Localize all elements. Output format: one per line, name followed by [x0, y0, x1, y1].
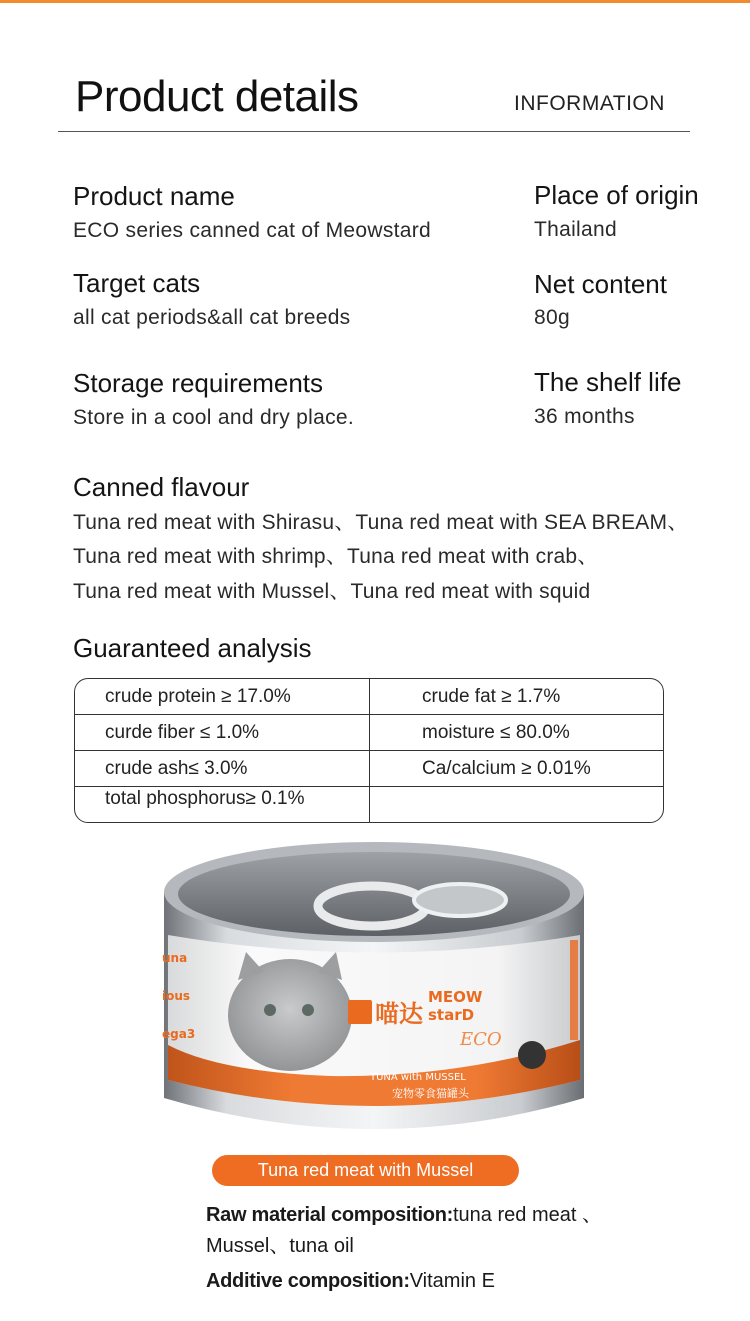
analysis-table	[74, 678, 664, 823]
storage-value: Store in a cool and dry place.	[73, 406, 354, 429]
place-of-origin-label: Place of origin	[534, 180, 699, 210]
analysis-cell: crude ash≤ 3.0%	[75, 751, 369, 787]
can-variant: TUNA with MUSSEL	[370, 1072, 466, 1083]
can-side-text: ious	[162, 989, 191, 1003]
product-name-value: ECO series canned cat of Meowstard	[73, 219, 432, 242]
analysis-cell: crude fat ≥ 1.7%	[369, 679, 663, 715]
can-side-text: ega3	[162, 1027, 196, 1041]
analysis-cell: curde fiber ≤ 1.0%	[75, 715, 369, 751]
flavour-label: Canned flavour	[73, 472, 250, 502]
net-content-label: Net content	[534, 269, 667, 299]
shelf-life-label: The shelf life	[534, 367, 682, 397]
place-of-origin-value: Thailand	[534, 218, 617, 241]
storage-label: Storage requirements	[73, 368, 324, 398]
analysis-cell: crude protein ≥ 17.0%	[75, 679, 369, 715]
flavour-line: Tuna red meat with shrimp、Tuna red meat with crab、	[73, 545, 599, 568]
product-name-label: Product name	[73, 181, 235, 211]
table-row	[75, 751, 663, 787]
brand-cn: 喵达	[375, 1000, 423, 1028]
product-name-pill: Tuna red meat with Mussel	[212, 1155, 519, 1186]
analysis-cell	[369, 787, 663, 822]
additive-label: Additive composition:	[206, 1270, 410, 1292]
analysis-label: Guaranteed analysis	[73, 633, 312, 663]
raw-material-value: tuna red meat 、	[453, 1204, 602, 1226]
additive-value: Vitamin E	[409, 1270, 495, 1292]
brand-en-2: starD	[428, 1006, 475, 1024]
brand-en-1: MEOW	[428, 988, 483, 1006]
table-row	[75, 787, 663, 822]
additive-line	[206, 1267, 495, 1295]
page-title: Product details	[75, 72, 359, 121]
page-subtitle: INFORMATION	[514, 92, 665, 115]
net-content-value: 80g	[534, 306, 570, 329]
flavour-line: Tuna red meat with Mussel、Tuna red meat with squid	[73, 580, 591, 603]
can-side-stripe	[570, 940, 578, 1040]
shelf-life-value: 36 months	[534, 405, 635, 428]
target-cats-label: Target cats	[73, 268, 201, 298]
table-row	[75, 679, 663, 715]
table-row	[75, 715, 663, 751]
top-accent-bar	[0, 0, 750, 3]
analysis-cell: Ca/calcium ≥ 0.01%	[369, 751, 663, 787]
can-subtitle-cn: 宠物零食猫罐头	[392, 1087, 469, 1100]
raw-material-line-2: Mussel、tuna oil	[206, 1235, 354, 1257]
pull-tab	[414, 884, 506, 916]
can-side-text: una	[162, 951, 188, 965]
brand-logo-icon	[348, 1000, 372, 1024]
target-cats-value: all cat periods&all cat breeds	[73, 306, 351, 329]
flavour-line: Tuna red meat with Shirasu、Tuna red meat with SEA BREAM、	[73, 511, 689, 534]
can-series: ECO	[460, 1029, 502, 1050]
raw-material-line	[206, 1201, 602, 1229]
raw-material-label: Raw material composition:	[206, 1204, 453, 1226]
fish-badge-icon	[518, 1041, 546, 1069]
analysis-cell: moisture ≤ 80.0%	[369, 715, 663, 751]
header-divider	[58, 131, 690, 132]
product-can-image	[160, 840, 588, 1142]
analysis-cell: total phosphorus≥ 0.1%	[105, 788, 305, 809]
